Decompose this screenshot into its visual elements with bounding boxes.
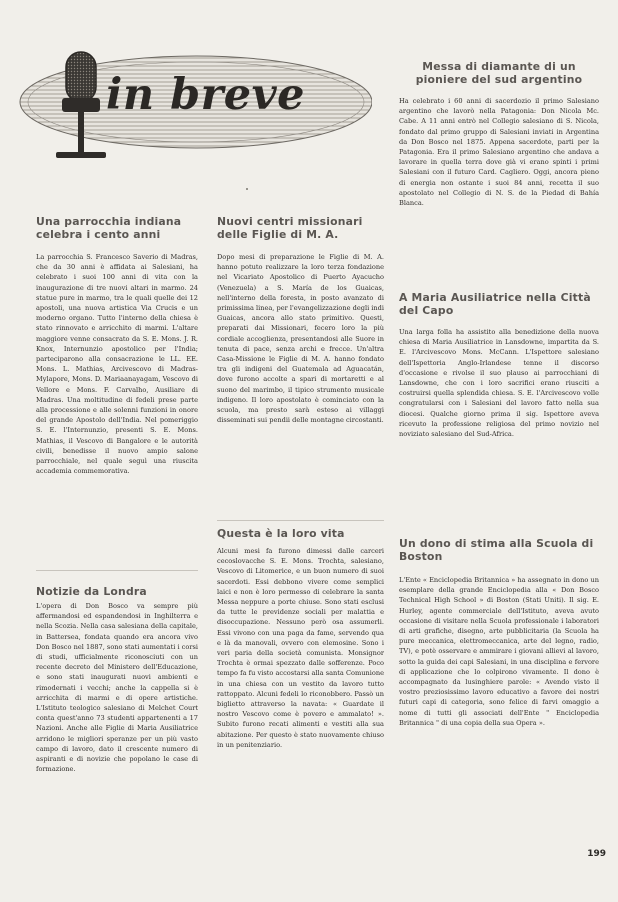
column-rule [217,520,384,521]
article-heading: Una parrocchia indiana celebra i cento anni [36,215,182,241]
article-body: La parrocchia S. Francesco Saverio di Madras, che da 30 anni è affidata ai Salesiani, ha celebrato i suoi 100 anni di vita con la inaugurazione di tre nuovi altari in marmo. 24 statue pure in marmo, tra le quali quelle dei 12 apostoli, una nuova artistica Via Crucis e un moderno organo. Tutto l'interno della chiesa è stato rinnovato e arricchito di marmi. L'altare maggiore venne consacrato da S. E. Mons. J. R. Knox, Internunzio apostolico per l'India; parteciparono alla consacrazione le LL. EE. Mons. L. Mathias, Arcivescovo di Madras-Mylapore, Mons. D. Mariaanayagam, Vescovo di Vellore e Mons. F. Carvalho, Ausiliare di Madras. Una moltitudine di fedeli prese parte alla processione e alle solenni funzioni in onore del grande Apostolo dell'India. Nel pomeriggio S. E. l'Internunzio, presenti S. E. Mons. Mathias, il Vescovo di Bangalore e le autorità civili, benedisse il nuovo ampio salone parrocchiale, nel quale seguì una riuscita accademia commemorativa. [36,253,198,476]
article-heading: Questa è la loro vita [217,527,345,540]
article-body: L'opera di Don Bosco va sempre più affermandosi ed espandendosi in Inghilterra e nella Scozia. Nella casa salesiana della capitale, in Battersea, fondata quando era ancora vivo Don Bosco nel 1887, sono stati aumentati i corsi di studi, ufficialmente riconosciuti con un recente decreto del Ministero dell'Educazione, e sono stati inaugurati nuovi ambienti e rimodernati i vecchi; anche la cappella si è arricchita di marmi e di opere artistiche. L'Istituto teologico salesiano di Melchet Court conta quest'anno 73 studenti appartenenti a 17 Nazioni. Anche alle Figlie di Maria Ausiliatrice arridono le migliori speranze per un più vasto campo di lavoro, dato il crescente numero di aspiranti e di novizie che popolano le case di formazione. [36,602,198,774]
article-heading: A Maria Ausiliatrice nella Città del Capo [399,291,591,317]
article-body: Una larga folla ha assistito alla benedizione della nuova chiesa di Maria Ausiliatrice in Lansdowne, impartita da S. E. l'Arcivescovo Mons. McCann. L'Ispettore salesiano dell'Ispettoria Anglo-Irlandese tenne il discorso d'occasione e rivolse il suo plauso ai parrocchiani di Lansdowne, che con i loro sacrifici erano riusciti a costruirsi quella splendida chiesa. S. E. l'Arcivescovo volle congratularsi con i Salesiani del lavoro fatto nella sua diocesi. Qualche giorno prima il sig. Ispettore aveva ricevuto la professione religiosa del primo novizio nel noviziato salesiano del Sud-Africa. [399,328,599,439]
in-breve-banner [16,40,372,160]
article-heading: Notizie da Londra [36,585,147,598]
article-heading: Messa di diamante di un pioniere del sud argentino [415,60,583,86]
article-heading: Un dono di stima alla Scuola di Boston [399,537,594,563]
article-body: Dopo mesi di preparazione le Figlie di M. A. hanno potuto realizzare la loro terza fondazione nel Vicariato Apostolico di Puerto Ayacucho (Venezuela) a S. María de los Guaicas, nell'interno della foresta, in posto avanzato di primissima linea, per l'evangelizzazione degli indi Guaicas, ancora allo stato primitivo. Questi, preparati dai Missionari, fecero loro la più cordiale accoglienza, presentandosi alle Suore in tenuta di pace, senza archi e frecce. Un'altra Casa-Missione le Figlie di M. A. hanno fondato tra gli indigeni del Guatemala ad Aguacatán, dove furono accolte a spari di mortaretti e al suono del marimbo, il tipico strumento musicale indigeno. Il loro apostolato è cominciato con la scuola, ma presto sarà esteso ai villaggi disseminati sui pendii delle montagne circostanti. [217,253,384,425]
banner-title: in breve [106,70,305,120]
article-body: Ha celebrato i 60 anni di sacerdozio il primo Salesiano argentino che lavorò nella Patagonia: Don Nicola Mc. Cabe. A 11 anni entrò nel Collegio salesiano di S. Nicola, fondato dal primo gruppo di Salesiani inviati in Argentina da Don Bosco nel 1875. Appena sacerdote, parti per la Patagonia. Era il primo Salesiano argentino che andava a lavorare in quella terra dove già vi erano spinti i primi Salesiani con il futuro Card. Cagliero. Oggi, ancora pieno di energia non ostante i suoi 84 anni, recetta il suo apostolato nel Collegio di N. S. de la Piedad di Bahía Blanca. [399,97,599,208]
article-body: L'Ente « Enciclopedia Britannica » ha assegnato in dono un esemplare della grande Enciclopedia alla « Don Bosco Technical High School » di Boston (Stati Uniti). Il sig. E. Hurley, agente commerciale dell'Istituto, aveva avuto occasione di visitare nella Scuola professionale i laboratori di arti grafiche, disegno, arte pubblicitaria (la Scuola ha pure meccanica, elettromeccanica, arte del legno, radio, TV), e potè osservare e ammirare i giovani allievi al lavoro, sotto la guida dei capi Salesiani, in una disciplina e fervore di applicazione che lo colpirono vivamente. Il dono è accompagnato da lusinghiere parole: « Avendo visto il vostro preziosissimo lavoro educativo a favore dei nostri futuri capi di categoria, sono felice di farvi omaggio a nome di tutti gli associati dell'Ente " Enciclopedia Britannica " di una copia della sua Opera ». [399,576,599,727]
separator-dot [246,188,248,190]
article-heading: Nuovi centri missionari delle Figlie di M. A. [217,215,363,241]
column-rule [36,570,198,571]
article-body: Alcuni mesi fa furono dimessi dalle carceri cecoslovacche S. E. Mons. Trochta, salesiano, Vescovo di Litomerice, e un buon numero di suoi sacerdoti. Essi debbono vivere come semplici laici e non è loro permesso di celebrare la santa Messa neppure a porte chiuse. Sono stati esclusi da tutte le previdenze sociali per malattia e disoccupazione. Nessuno però osa assumerli. Essi vivono con una paga da fame, servendo qua e là da manovali, ovvero con elemosine. Sono i veri paria della società comunista. Monsignor Trochta è ormai spezzato dalle sofferenze. Poco tempo fa fu visto accostarsi alla santa Comunione in una chiesa con un vestito da lavoro tutto rattoppato. Alcuni fedeli lo riconobbero. Passò un biglietto attraverso la navata: « Guardate il nostro Vescovo come è povero e ammalato! ». Subito furono recati alimenti e vestiti alla sua abitazione. Per questo è stato nuovamente chiuso in un penitenziario. [217,547,384,749]
page-number: 199 [587,849,606,859]
